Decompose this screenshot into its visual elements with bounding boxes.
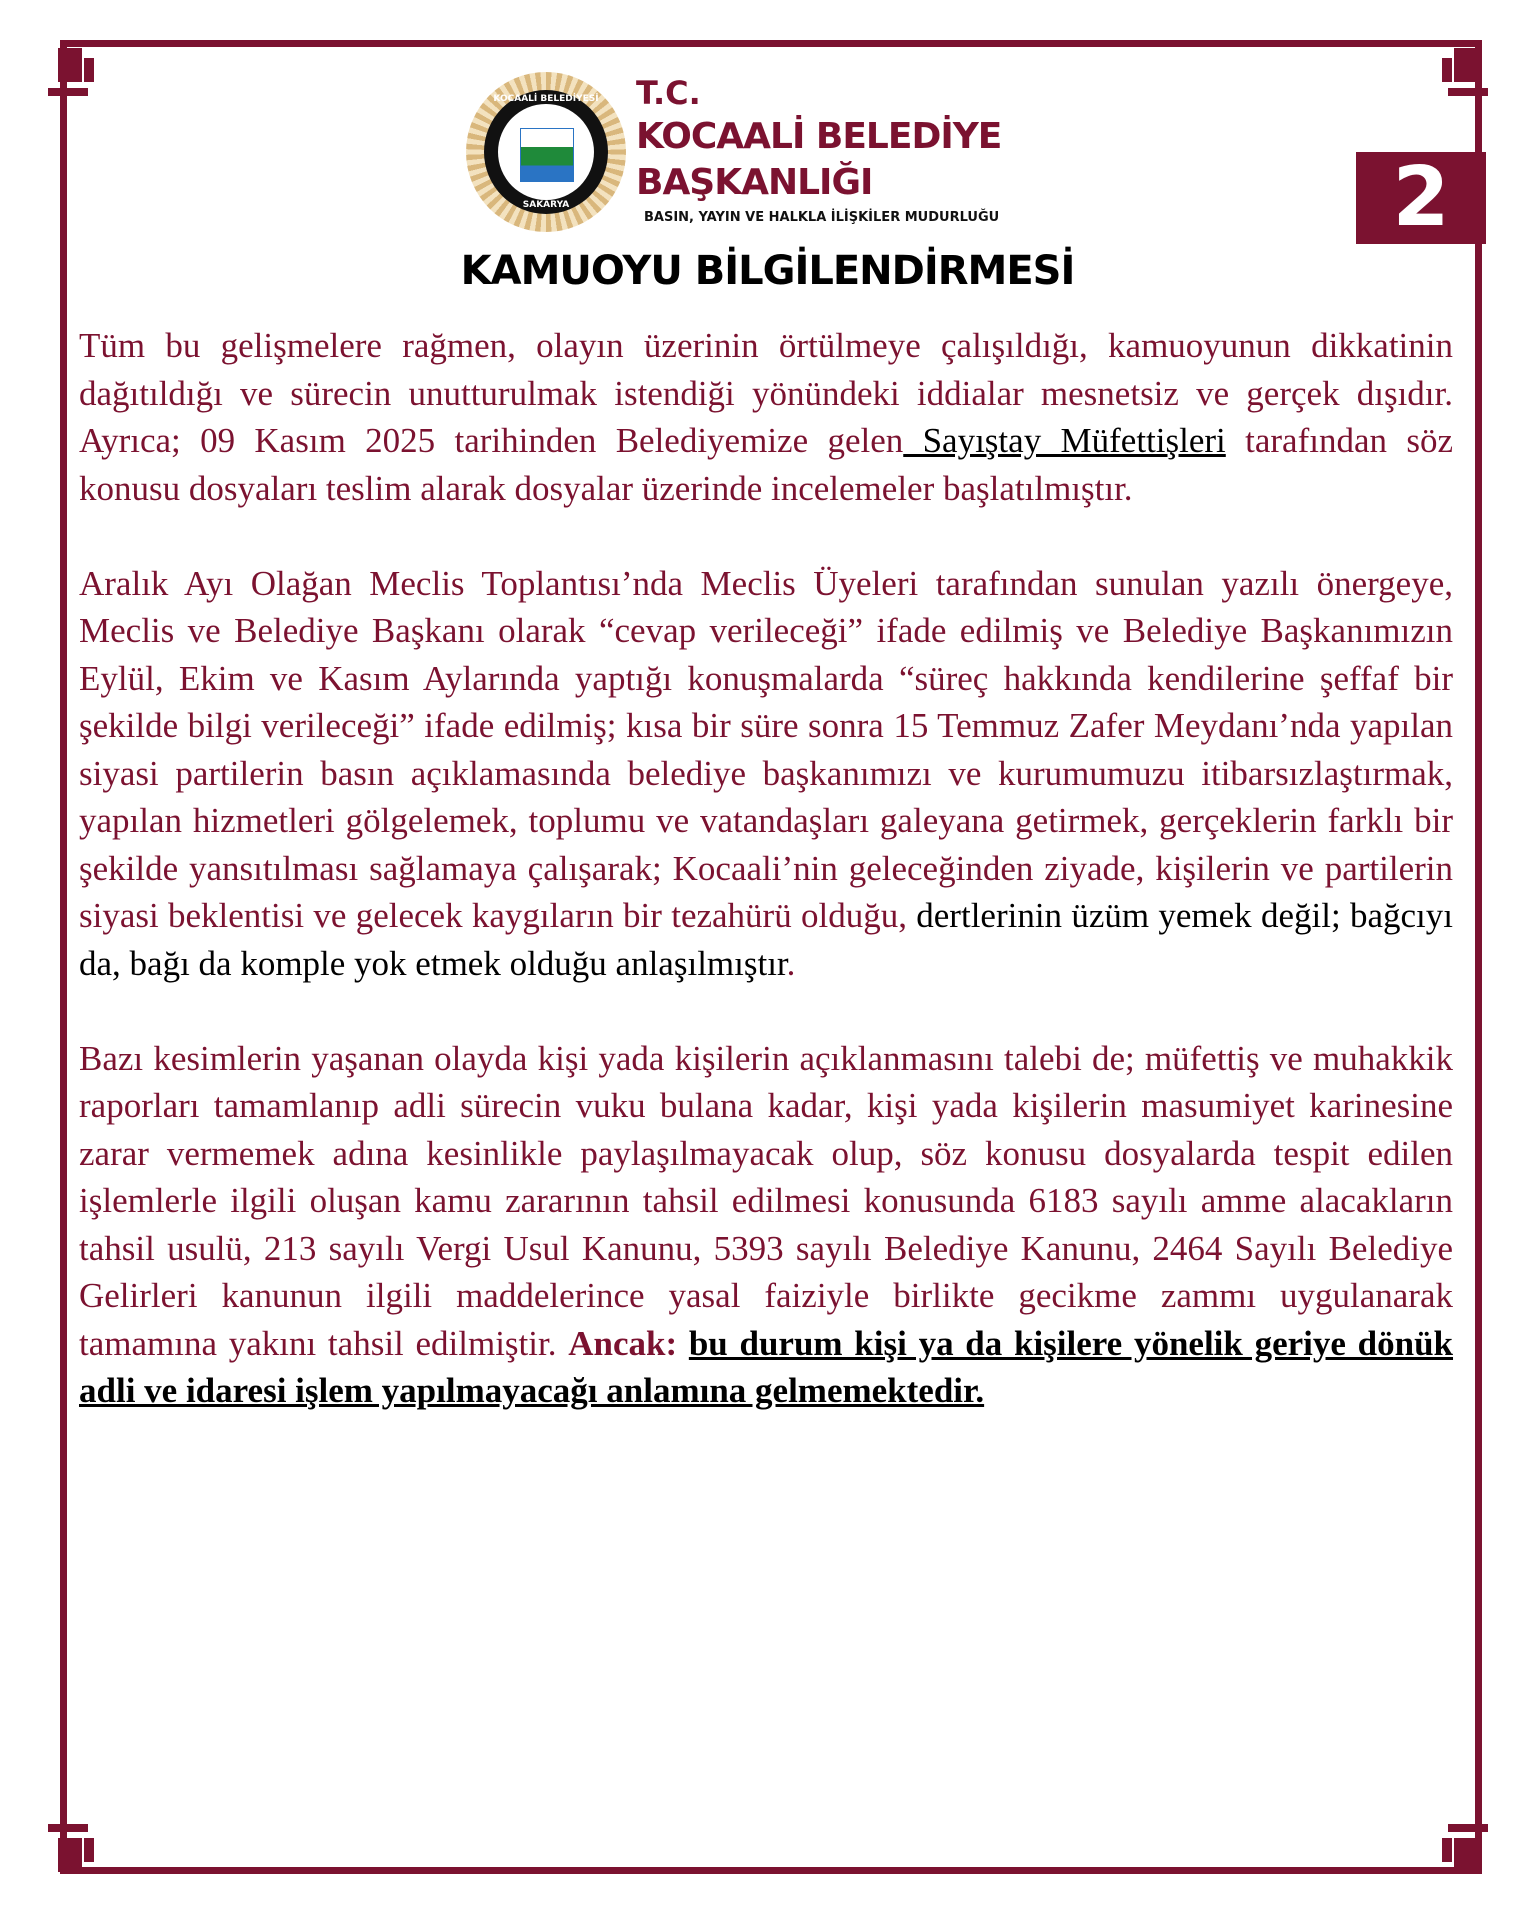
corner-ornament-top-right	[1418, 48, 1488, 118]
seal-emblem	[520, 128, 574, 182]
seal-text-top: KOCAALİ BELEDİYESİ	[493, 94, 599, 104]
p2-period: .	[786, 943, 796, 983]
p3-text: Bazı kesimlerin yaşanan olayda kişi yada kişilerin açıklanmasını talebi de; müfettiş ve muhakkik raporları tamamlanıp adli sürecin vuku bulana kadar, kişi yada kişilerin masumiyet karinesine zarar vermemek adına kesinlikle paylaşılmayacak olup, söz konusu dosyalarda tespit edilen işlemlerle ilgili oluşan kamu zararının tahsil edilmesi konusunda 6183 sayılı amme alacakların tahsil usulü, 213 sayılı Vergi Usul Kanunu, 5393 sayılı Belediye Kanunu, 2464 Sayılı Belediye Gelirleri kanunun ilgili maddelerince yasal faiziyle birlikte gecikme zammı uygulanarak tamamına yakını tahsil edilmiştir.	[79, 1038, 1453, 1363]
corner-ornament-bottom-left	[48, 1802, 118, 1872]
document-title: KAMUOYU BİLGİLENDİRMESİ	[460, 248, 1075, 294]
seal-text-bottom: SAKARYA	[522, 200, 570, 210]
p3-emphasis: bu durum kişi ya da kişilere yönelik geriye dönük adli ve idaresi işlem yapılmayacağı anlamına gelmemektedir.	[79, 1323, 1454, 1410]
header-department: BASIN, YAYIN VE HALKLA İLİŞKİLER MUDURLUĞU	[644, 210, 1000, 225]
paragraph-1	[79, 322, 1453, 512]
p3-ancak: Ancak:	[568, 1323, 678, 1363]
document-body	[79, 322, 1453, 1462]
municipality-seal-logo	[466, 72, 626, 232]
page-number-badge: 2	[1356, 152, 1486, 244]
paragraph-3	[79, 1035, 1453, 1415]
p1-text: Tüm bu gelişmelere rağmen, olayın üzerinin örtülmeye çalışıldığı, kamuoyunun dikkatinin dağıtıldığı ve sürecin unutturulmak istendiği yönündeki iddialar mesnetsiz ve gerçek dışıdır. Ayrıca; 09 Kasım 2025 tarihinden Belediyemize gelen	[79, 326, 1453, 460]
corner-ornament-top-left	[48, 48, 118, 118]
p1-highlight: Sayıştay Müfettişleri	[903, 421, 1226, 460]
p1-text-end: tarafından söz konusu dosyaları teslim alarak dosyalar üzerinde incelemeler başlatılmıştır.	[79, 421, 1453, 508]
header-org-line2: BAŞKANLIĞI	[636, 162, 873, 203]
p3-space	[677, 1324, 689, 1363]
p2-dark-text: dertlerinin üzüm yemek değil; bağcıyı da, bağı da komple yok etmek olduğu anlaşılmıştır	[79, 896, 1453, 983]
header-tc: T.C.	[636, 74, 701, 112]
header-org-line1: KOCAALİ BELEDİYE	[636, 116, 1002, 157]
paragraph-2	[79, 560, 1453, 988]
corner-ornament-bottom-right	[1418, 1802, 1488, 1872]
p2-text: Aralık Ayı Olağan Meclis Toplantısı’nda Meclis Üyeleri tarafından sunulan yazılı önergeye, Meclis ve Belediye Başkanı olarak “cevap verileceği” ifade edilmiş ve Belediye Başkanımızın Eylül, Ekim ve Kasım Aylarında yaptığı konuşmalarda “süreç hakkında kendilerine şeffaf bir şekilde bilgi verileceği” ifade edilmiş; kısa bir süre sonra 15 Temmuz Zafer Meydanı’nda yapılan siyasi partilerin basın açıklamasında belediye başkanımızı ve kurumumuzu itibarsızlaştırmak, yapılan hizmetleri gölgelemek, toplumu ve vatandaşları galeyana getirmek, gerçeklerin farklı bir şekilde yansıtılması sağlamaya çalışarak; Kocaali’nin geleceğinden ziyade, kişilerin ve partilerin siyasi beklentisi ve gelecek kaygıların bir tezahürü olduğu,	[79, 563, 1453, 935]
